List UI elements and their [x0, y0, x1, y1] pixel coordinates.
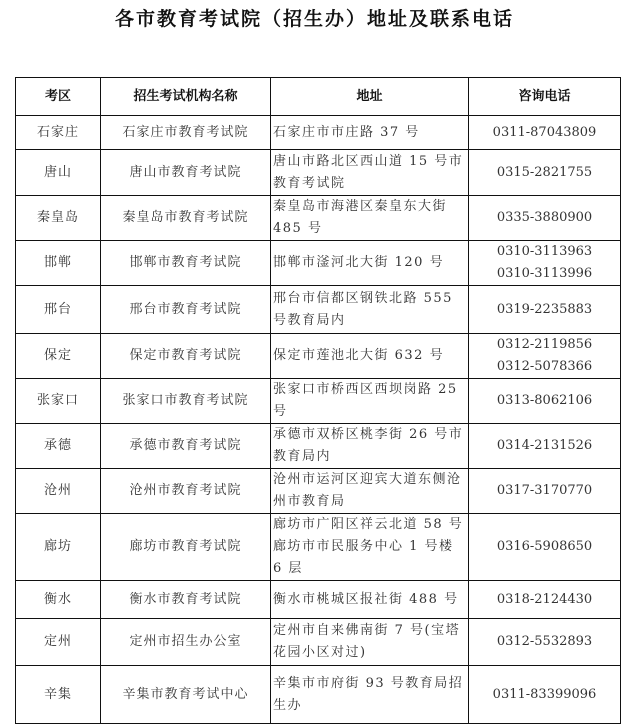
- table-row: [16, 424, 621, 469]
- cell-org-name: 定州市招生办公室: [101, 619, 271, 666]
- table-row: [16, 286, 621, 334]
- cell-address: 邯郸市滏河北大街 120 号: [271, 241, 469, 286]
- cell-phone: [469, 581, 621, 619]
- cell-phone: [469, 379, 621, 424]
- cell-org-name: 张家口市教育考试院: [101, 379, 271, 424]
- table-body: [16, 116, 621, 724]
- table-row: [16, 379, 621, 424]
- cell-org-name: 邯郸市教育考试院: [101, 241, 271, 286]
- phone-number: 0315-2821755: [496, 164, 593, 180]
- table-row: [16, 334, 621, 379]
- cell-region: 唐山: [16, 150, 101, 196]
- cell-address: 承德市双桥区桃李街 26 号市教育局内: [271, 424, 469, 469]
- cell-region: 石家庄: [16, 116, 101, 150]
- cell-region: 定州: [16, 619, 101, 666]
- cell-phone: [469, 150, 621, 196]
- cell-address: 邢台市信都区钢铁北路 555 号教育局内: [271, 286, 469, 334]
- phone-number: 0310-3113996: [496, 266, 593, 281]
- cell-phone: [469, 241, 621, 286]
- header-org-name: 招生考试机构名称: [101, 78, 271, 116]
- cell-region: 衡水: [16, 581, 101, 619]
- table-row: [16, 196, 621, 241]
- table-row: [16, 150, 621, 196]
- table-row: [16, 116, 621, 150]
- table-header-row: [16, 78, 621, 116]
- cell-region: 廊坊: [16, 514, 101, 581]
- cell-address: 张家口市桥西区西坝岗路 25 号: [271, 379, 469, 424]
- header-region: 考区: [16, 78, 101, 116]
- cell-org-name: 衡水市教育考试院: [101, 581, 271, 619]
- cell-region: 秦皇岛: [16, 196, 101, 241]
- phone-number: 0319-2235883: [496, 301, 593, 317]
- cell-address: 秦皇岛市海港区秦皇东大街 485 号: [271, 196, 469, 241]
- cell-phone: [469, 334, 621, 379]
- cell-region: 保定: [16, 334, 101, 379]
- cell-region: 辛集: [16, 666, 101, 724]
- phone-number: 0314-2131526: [496, 438, 593, 453]
- phone-number: 0313-8062106: [496, 393, 593, 408]
- cell-region: 邢台: [16, 286, 101, 334]
- phone-number: 0312-5078366: [496, 359, 593, 374]
- cell-address: 衡水市桃城区报社街 488 号: [271, 581, 469, 619]
- cell-org-name: 秦皇岛市教育考试院: [101, 196, 271, 241]
- cell-address: 保定市莲池北大街 632 号: [271, 334, 469, 379]
- cell-org-name: 辛集市教育考试中心: [101, 666, 271, 724]
- phone-number: 0316-5908650: [496, 539, 593, 554]
- table-row: [16, 581, 621, 619]
- table-row: [16, 619, 621, 666]
- cell-org-name: 邢台市教育考试院: [101, 286, 271, 334]
- cell-org-name: 保定市教育考试院: [101, 334, 271, 379]
- cell-org-name: 石家庄市教育考试院: [101, 116, 271, 150]
- cell-org-name: 承德市教育考试院: [101, 424, 271, 469]
- cell-address: 廊坊市广阳区祥云北道 58 号廊坊市市民服务中心 1 号楼 6 层: [271, 514, 469, 581]
- cell-region: 承德: [16, 424, 101, 469]
- contact-table: [15, 77, 621, 724]
- cell-org-name: 廊坊市教育考试院: [101, 514, 271, 581]
- table-row: [16, 514, 621, 581]
- cell-region: 沧州: [16, 469, 101, 514]
- table-row: [16, 469, 621, 514]
- phone-number: 0318-2124430: [496, 591, 593, 607]
- header-phone: 咨询电话: [469, 78, 621, 116]
- page-title: 各市教育考试院（招生办）地址及联系电话: [114, 8, 514, 30]
- cell-address: 石家庄市市庄路 37 号: [271, 116, 469, 150]
- cell-org-name: 唐山市教育考试院: [101, 150, 271, 196]
- cell-phone: [469, 514, 621, 581]
- cell-phone: [469, 116, 621, 150]
- cell-phone: [469, 469, 621, 514]
- phone-number: 0312-5532893: [496, 634, 593, 649]
- phone-number: 0335-3880900: [496, 210, 593, 225]
- phone-number: 0312-2119856: [496, 337, 593, 352]
- cell-org-name: 沧州市教育考试院: [101, 469, 271, 514]
- header-address: 地址: [271, 78, 469, 116]
- phone-number: 0310-3113963: [496, 244, 593, 259]
- table-row: [16, 241, 621, 286]
- cell-address: 唐山市路北区西山道 15 号市教育考试院: [271, 150, 469, 196]
- cell-phone: [469, 424, 621, 469]
- cell-phone: [469, 196, 621, 241]
- cell-phone: [469, 286, 621, 334]
- cell-region: 邯郸: [16, 241, 101, 286]
- cell-region: 张家口: [16, 379, 101, 424]
- phone-number: 0311-87043809: [492, 124, 597, 140]
- cell-address: 沧州市运河区迎宾大道东侧沧州市教育局: [271, 469, 469, 514]
- cell-phone: [469, 666, 621, 724]
- table-row: [16, 666, 621, 724]
- phone-number: 0311-83399096: [492, 686, 597, 702]
- cell-address: 定州市自来佛南街 7 号(宝塔花园小区对过): [271, 619, 469, 666]
- cell-phone: [469, 619, 621, 666]
- phone-number: 0317-3170770: [496, 483, 593, 498]
- cell-address: 辛集市市府街 93 号教育局招生办: [271, 666, 469, 724]
